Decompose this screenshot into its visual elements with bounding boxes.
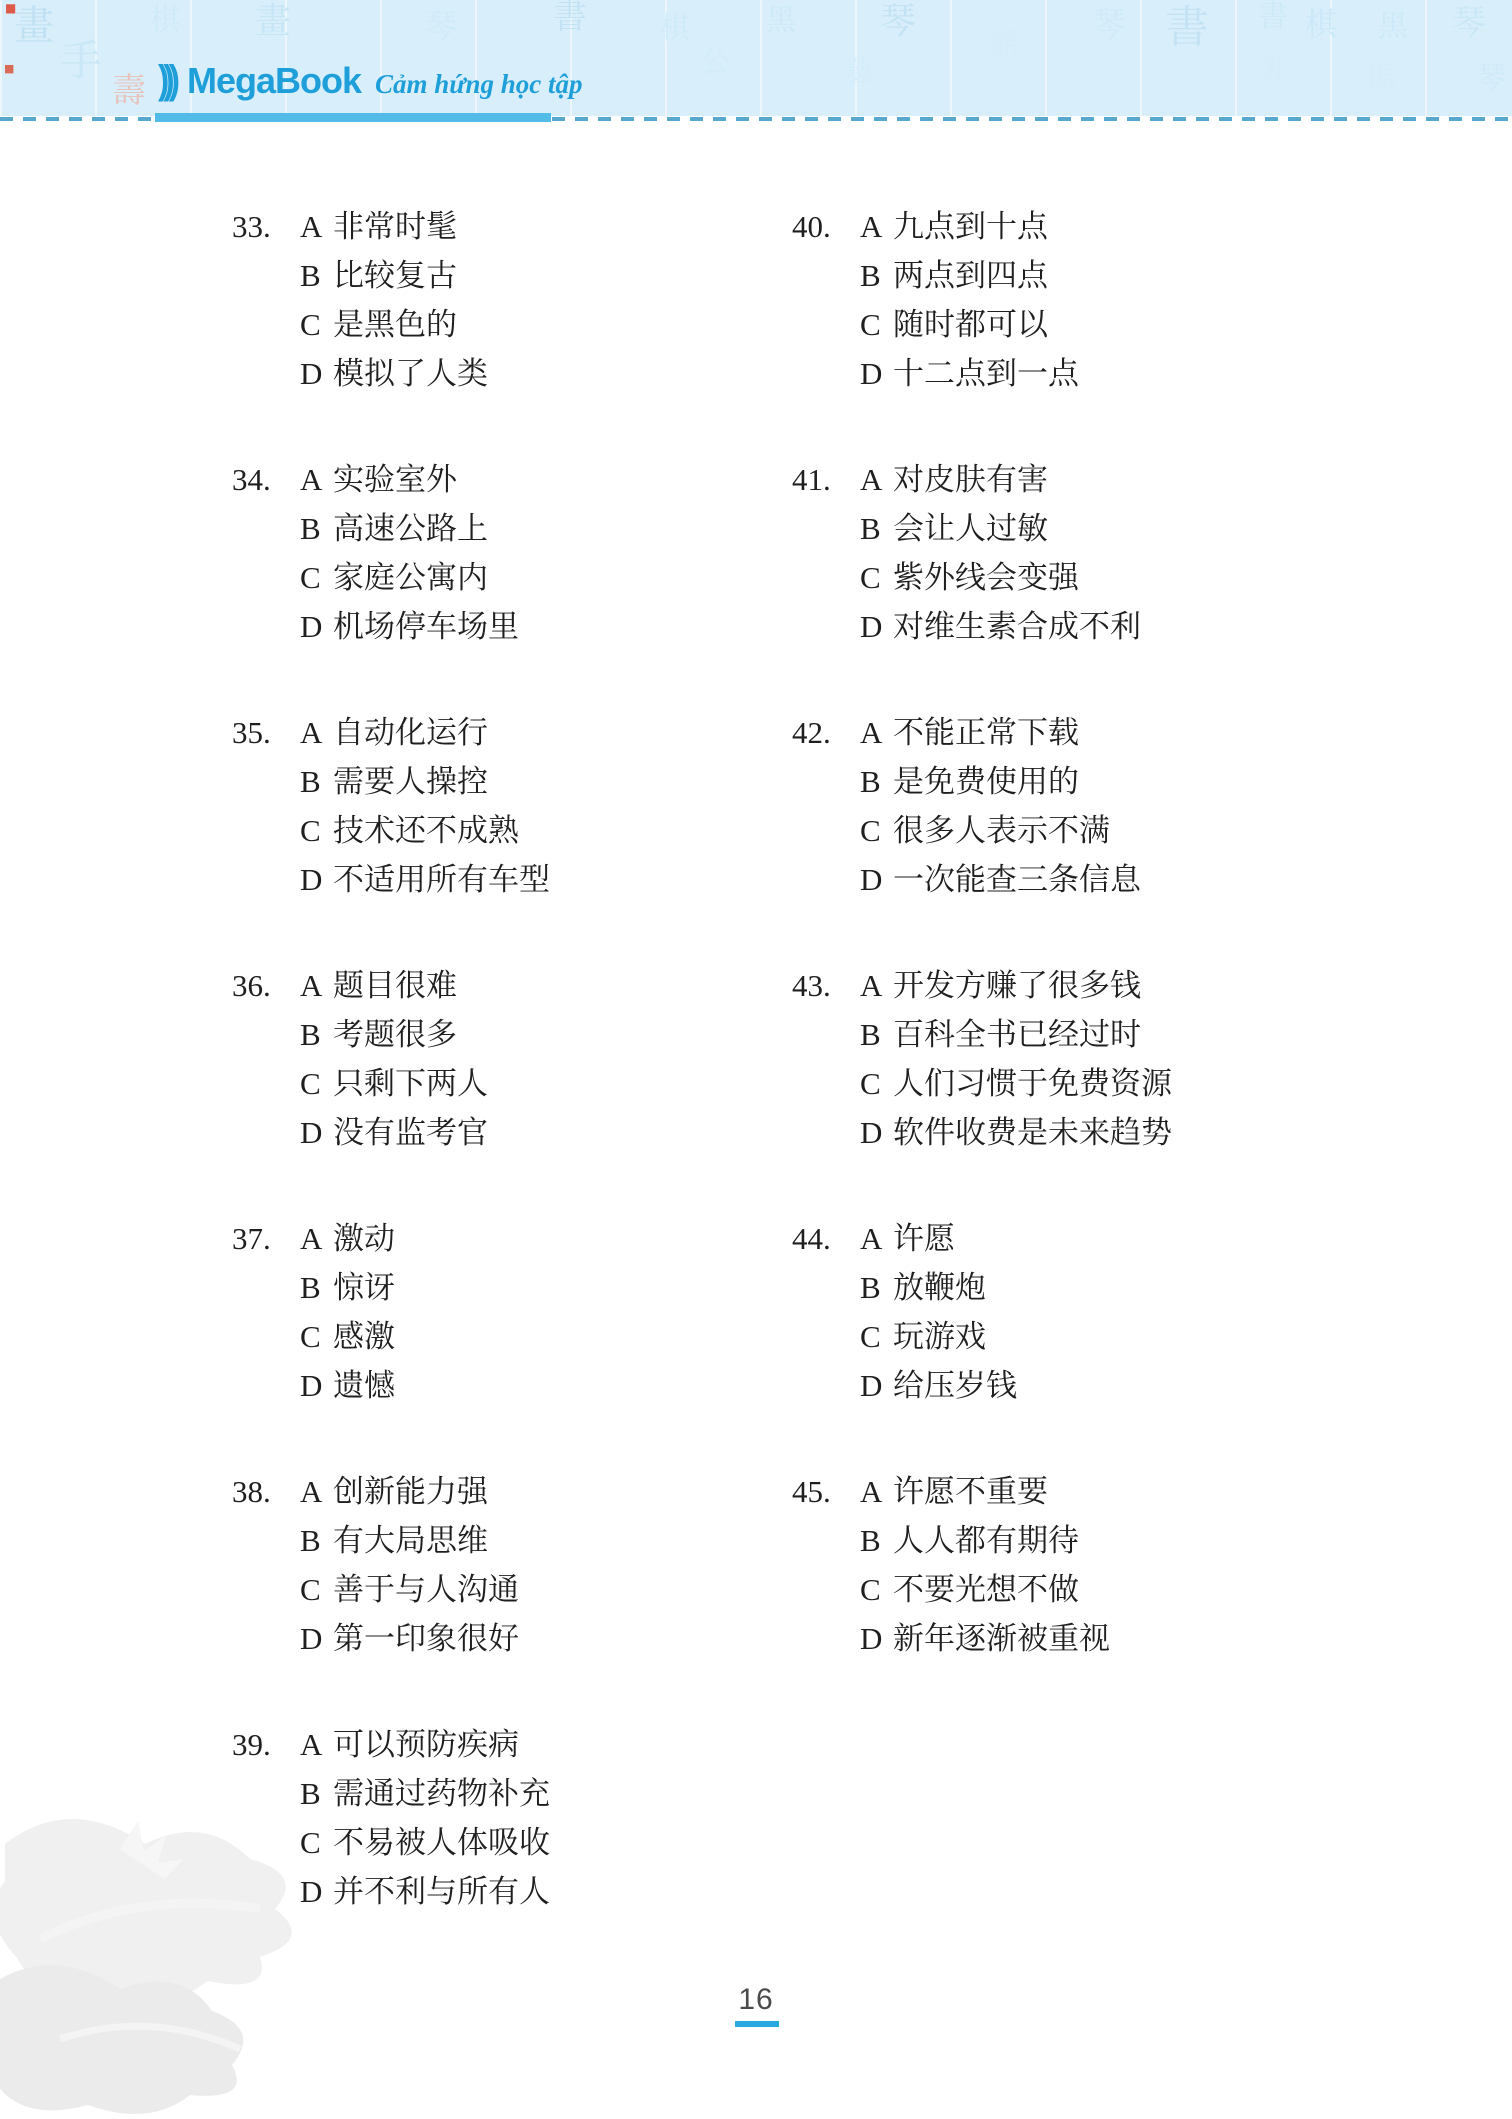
question-number xyxy=(232,553,300,602)
option-row xyxy=(232,1467,792,1516)
option-text: 考题很多 xyxy=(333,1017,457,1052)
option-text: 会让人过敏 xyxy=(893,511,1048,546)
logo xyxy=(158,58,582,103)
calligraphy-char: 公 xyxy=(700,45,730,80)
option-row xyxy=(792,1108,1352,1157)
option-row xyxy=(792,806,1352,855)
calligraphy-char: 琴 xyxy=(1452,3,1486,43)
option-text: 很多人表示不满 xyxy=(893,813,1110,848)
calligraphy-char: 書 xyxy=(1258,55,1287,88)
question-number xyxy=(792,1312,860,1361)
option-text: 非常时髦 xyxy=(333,209,457,244)
option-letter: A xyxy=(860,968,883,1003)
calligraphy-char: 畫 xyxy=(255,1,292,42)
calligraphy-char: 棋 xyxy=(1305,5,1338,43)
option-letter: A xyxy=(860,715,883,750)
option-text: 是黑色的 xyxy=(333,307,457,342)
question-number xyxy=(792,1263,860,1312)
option-letter: B xyxy=(860,1523,881,1558)
question-number xyxy=(792,300,860,349)
calligraphy-char: 琴 xyxy=(1092,5,1126,45)
question-number xyxy=(232,806,300,855)
calligraphy-char: 棋 xyxy=(660,11,690,46)
option-text: 随时都可以 xyxy=(893,307,1048,342)
question-number: 38. xyxy=(232,1474,271,1509)
option-row xyxy=(232,1312,792,1361)
calligraphy-char: 手 xyxy=(60,36,103,85)
option-text: 并不利与所有人 xyxy=(333,1874,550,1909)
option-letter: C xyxy=(860,560,881,595)
option-row xyxy=(792,961,1352,1010)
question-number xyxy=(792,1516,860,1565)
question-number xyxy=(792,757,860,806)
question-number xyxy=(232,504,300,553)
page-number: 16 xyxy=(738,1983,774,2016)
header-band xyxy=(0,0,1512,116)
option-text: 玩游戏 xyxy=(893,1319,986,1354)
option-row xyxy=(232,1516,792,1565)
option-letter: B xyxy=(300,1270,321,1305)
option-letter: C xyxy=(300,1066,321,1101)
question-block xyxy=(792,708,1352,904)
option-letter: A xyxy=(860,1474,883,1509)
option-text: 十二点到一点 xyxy=(893,356,1079,391)
question-column-left xyxy=(232,202,792,1973)
question-number xyxy=(792,1010,860,1059)
question-block xyxy=(232,1214,792,1410)
option-letter: D xyxy=(300,1368,323,1403)
calligraphy-char: 黑 xyxy=(1378,9,1408,44)
calligraphy-char: 琴 xyxy=(1476,61,1506,96)
option-row xyxy=(792,1312,1352,1361)
option-row xyxy=(232,806,792,855)
option-letter: A xyxy=(300,968,323,1003)
option-letter: B xyxy=(860,511,881,546)
option-letter: D xyxy=(860,1621,883,1656)
option-row xyxy=(792,1010,1352,1059)
option-text: 新年逐渐被重视 xyxy=(893,1621,1110,1656)
option-letter: D xyxy=(860,862,883,897)
option-text: 比较复古 xyxy=(333,258,457,293)
calligraphy-char: 藝 xyxy=(845,55,874,88)
option-letter: C xyxy=(860,813,881,848)
question-number xyxy=(232,251,300,300)
question-number: 35. xyxy=(232,715,271,750)
option-letter: C xyxy=(860,1066,881,1101)
option-row xyxy=(232,602,792,651)
option-text: 第一印象很好 xyxy=(333,1621,519,1656)
option-letter: A xyxy=(300,1474,323,1509)
question-number: 34. xyxy=(232,462,271,497)
option-row xyxy=(792,855,1352,904)
option-text: 自动化运行 xyxy=(333,715,488,750)
option-letter: C xyxy=(300,1825,321,1860)
question-block xyxy=(232,455,792,651)
option-row xyxy=(232,1010,792,1059)
question-number xyxy=(792,1614,860,1663)
option-row xyxy=(232,504,792,553)
option-text: 不能正常下载 xyxy=(893,715,1079,750)
option-row xyxy=(792,1361,1352,1410)
option-row xyxy=(232,1720,792,1769)
option-row xyxy=(792,757,1352,806)
option-letter: A xyxy=(300,715,323,750)
option-letter: A xyxy=(300,1221,323,1256)
option-letter: C xyxy=(300,560,321,595)
option-text: 人人都有期待 xyxy=(893,1523,1079,1558)
option-letter: C xyxy=(300,813,321,848)
option-letter: B xyxy=(860,764,881,799)
question-number xyxy=(232,602,300,651)
option-text: 善于与人沟通 xyxy=(333,1572,519,1607)
option-row xyxy=(792,202,1352,251)
calligraphy-char: 熊 xyxy=(990,25,1019,58)
option-text: 技术还不成熟 xyxy=(333,813,519,848)
option-text: 是免费使用的 xyxy=(893,764,1079,799)
question-number: 37. xyxy=(232,1221,271,1256)
calligraphy-char: 熊 xyxy=(1368,59,1397,92)
option-text: 有大局思维 xyxy=(333,1523,488,1558)
calligraphy-char: 畫 xyxy=(14,3,54,49)
pine-tree-watermark xyxy=(0,1789,350,2119)
question-number xyxy=(232,757,300,806)
option-text: 给压岁钱 xyxy=(893,1368,1017,1403)
option-text: 遗憾 xyxy=(333,1368,395,1403)
question-number xyxy=(232,1516,300,1565)
option-letter: D xyxy=(300,609,323,644)
option-row xyxy=(792,1614,1352,1663)
option-text: 不易被人体吸收 xyxy=(333,1825,550,1860)
question-number xyxy=(792,1565,860,1614)
option-text: 不要光想不做 xyxy=(893,1572,1079,1607)
logo-tagline: Cảm hứng học tập xyxy=(375,69,583,99)
question-number: 43. xyxy=(792,968,831,1003)
question-number xyxy=(792,806,860,855)
calligraphy-char: 棋 xyxy=(150,3,180,38)
question-number xyxy=(792,855,860,904)
option-letter: D xyxy=(300,1621,323,1656)
option-letter: B xyxy=(300,1523,321,1558)
option-text: 百科全书已经过时 xyxy=(893,1017,1141,1052)
option-text: 一次能查三条信息 xyxy=(893,862,1141,897)
question-number: 41. xyxy=(792,462,831,497)
option-row xyxy=(792,1059,1352,1108)
option-row xyxy=(792,455,1352,504)
option-letter: B xyxy=(860,1017,881,1052)
option-row xyxy=(232,1614,792,1663)
option-letter: D xyxy=(300,1874,323,1909)
calligraphy-char: 琴 xyxy=(880,1,917,42)
option-row xyxy=(792,349,1352,398)
option-text: 不适用所有车型 xyxy=(333,862,550,897)
option-text: 感激 xyxy=(333,1319,395,1354)
question-number: 45. xyxy=(792,1474,831,1509)
question-block xyxy=(232,961,792,1157)
option-letter: B xyxy=(300,258,321,293)
question-number xyxy=(792,504,860,553)
option-letter: A xyxy=(860,209,883,244)
option-row xyxy=(792,602,1352,651)
option-row xyxy=(792,708,1352,757)
option-text: 需要人操控 xyxy=(333,764,488,799)
option-letter: C xyxy=(860,1572,881,1607)
option-letter: A xyxy=(300,462,323,497)
option-letter: B xyxy=(300,764,321,799)
option-row xyxy=(232,1565,792,1614)
question-number xyxy=(792,349,860,398)
option-row xyxy=(232,1361,792,1410)
option-row xyxy=(232,708,792,757)
option-letter: C xyxy=(860,307,881,342)
option-row xyxy=(792,1467,1352,1516)
question-block xyxy=(232,202,792,398)
question-number xyxy=(232,1263,300,1312)
question-block xyxy=(792,202,1352,398)
logo-wordmark: MegaBook xyxy=(186,60,361,101)
option-row xyxy=(232,251,792,300)
option-letter: A xyxy=(860,462,883,497)
option-letter: A xyxy=(860,1221,883,1256)
option-letter: C xyxy=(300,1572,321,1607)
option-row xyxy=(232,757,792,806)
option-row xyxy=(792,1565,1352,1614)
calligraphy-char: ■ xyxy=(4,62,15,75)
option-row xyxy=(232,1059,792,1108)
option-letter: C xyxy=(300,1319,321,1354)
question-block xyxy=(792,961,1352,1157)
question-number: 40. xyxy=(792,209,831,244)
question-block xyxy=(792,1214,1352,1410)
option-text: 模拟了人类 xyxy=(333,356,488,391)
option-row xyxy=(232,855,792,904)
page-number-underline xyxy=(735,2021,779,2027)
question-number xyxy=(792,553,860,602)
option-row xyxy=(792,1516,1352,1565)
option-letter: D xyxy=(860,1368,883,1403)
question-block xyxy=(792,455,1352,651)
question-number xyxy=(232,1614,300,1663)
option-text: 激动 xyxy=(333,1221,395,1256)
option-text: 没有监考官 xyxy=(333,1115,488,1150)
option-text: 紫外线会变强 xyxy=(893,560,1079,595)
option-letter: B xyxy=(300,1776,321,1811)
option-row xyxy=(792,504,1352,553)
question-number xyxy=(792,251,860,300)
question-block xyxy=(792,1467,1352,1663)
option-letter: D xyxy=(300,862,323,897)
question-number xyxy=(792,1108,860,1157)
option-text: 软件收费是未来趋势 xyxy=(893,1115,1172,1150)
calligraphy-char: ■ xyxy=(5,1,17,15)
question-number xyxy=(792,1059,860,1108)
option-text: 两点到四点 xyxy=(893,258,1048,293)
option-text: 题目很难 xyxy=(333,968,457,1003)
question-number xyxy=(232,1361,300,1410)
option-letter: B xyxy=(860,258,881,293)
option-row xyxy=(792,1263,1352,1312)
question-number: 36. xyxy=(232,968,271,1003)
option-letter: C xyxy=(300,307,321,342)
question-number xyxy=(232,1312,300,1361)
option-text: 对维生素合成不利 xyxy=(893,609,1141,644)
option-row xyxy=(792,1214,1352,1263)
option-text: 九点到十点 xyxy=(893,209,1048,244)
question-number xyxy=(232,855,300,904)
option-text: 机场停车场里 xyxy=(333,609,519,644)
logo-chevrons-icon: ))) xyxy=(158,58,175,102)
option-text: 创新能力强 xyxy=(333,1474,488,1509)
question-number: 39. xyxy=(232,1727,271,1762)
option-letter: D xyxy=(860,1115,883,1150)
option-text: 实验室外 xyxy=(333,462,457,497)
option-row xyxy=(232,1108,792,1157)
option-row xyxy=(232,300,792,349)
option-row xyxy=(232,961,792,1010)
option-text: 许愿不重要 xyxy=(893,1474,1048,1509)
question-number xyxy=(232,1059,300,1108)
option-row xyxy=(792,251,1352,300)
question-number: 44. xyxy=(792,1221,831,1256)
calligraphy-char: 書 xyxy=(1258,0,1288,34)
question-column-right xyxy=(792,202,1352,1720)
calligraphy-char: 書 xyxy=(1165,2,1209,53)
option-letter: D xyxy=(860,356,883,391)
solid-separator-bar xyxy=(155,113,551,122)
question-number xyxy=(792,602,860,651)
question-block xyxy=(232,708,792,904)
question-block xyxy=(232,1467,792,1663)
option-letter: D xyxy=(860,609,883,644)
option-row xyxy=(232,553,792,602)
option-letter: B xyxy=(300,1017,321,1052)
option-letter: B xyxy=(860,1270,881,1305)
option-row xyxy=(792,300,1352,349)
option-letter: B xyxy=(300,511,321,546)
question-number: 42. xyxy=(792,715,831,750)
option-row xyxy=(232,1214,792,1263)
option-text: 对皮肤有害 xyxy=(893,462,1048,497)
option-text: 家庭公寓内 xyxy=(333,560,488,595)
calligraphy-char: 琴 xyxy=(425,7,458,45)
option-row xyxy=(792,553,1352,602)
calligraphy-char: 書 xyxy=(553,0,587,37)
option-text: 只剩下两人 xyxy=(333,1066,488,1101)
question-number xyxy=(232,1108,300,1157)
option-row xyxy=(232,202,792,251)
calligraphy-char: 黑 xyxy=(766,3,796,38)
option-letter: A xyxy=(300,1727,323,1762)
option-text: 许愿 xyxy=(893,1221,955,1256)
option-letter: D xyxy=(300,356,323,391)
option-text: 放鞭炮 xyxy=(893,1270,986,1305)
option-text: 开发方赚了很多钱 xyxy=(893,968,1141,1003)
option-text: 惊讶 xyxy=(333,1270,395,1305)
question-number xyxy=(792,1361,860,1410)
option-text: 需通过药物补充 xyxy=(333,1776,550,1811)
option-row xyxy=(232,455,792,504)
option-letter: C xyxy=(860,1319,881,1354)
question-number xyxy=(232,300,300,349)
calligraphy-char: 壽 xyxy=(112,71,146,111)
question-number xyxy=(232,1010,300,1059)
option-text: 人们习惯于免费资源 xyxy=(893,1066,1172,1101)
option-letter: A xyxy=(300,209,323,244)
question-number xyxy=(232,349,300,398)
option-row xyxy=(232,1263,792,1312)
question-number: 33. xyxy=(232,209,271,244)
option-row xyxy=(232,349,792,398)
question-number xyxy=(232,1565,300,1614)
option-text: 高速公路上 xyxy=(333,511,488,546)
option-text: 可以预防疾病 xyxy=(333,1727,519,1762)
option-letter: D xyxy=(300,1115,323,1150)
